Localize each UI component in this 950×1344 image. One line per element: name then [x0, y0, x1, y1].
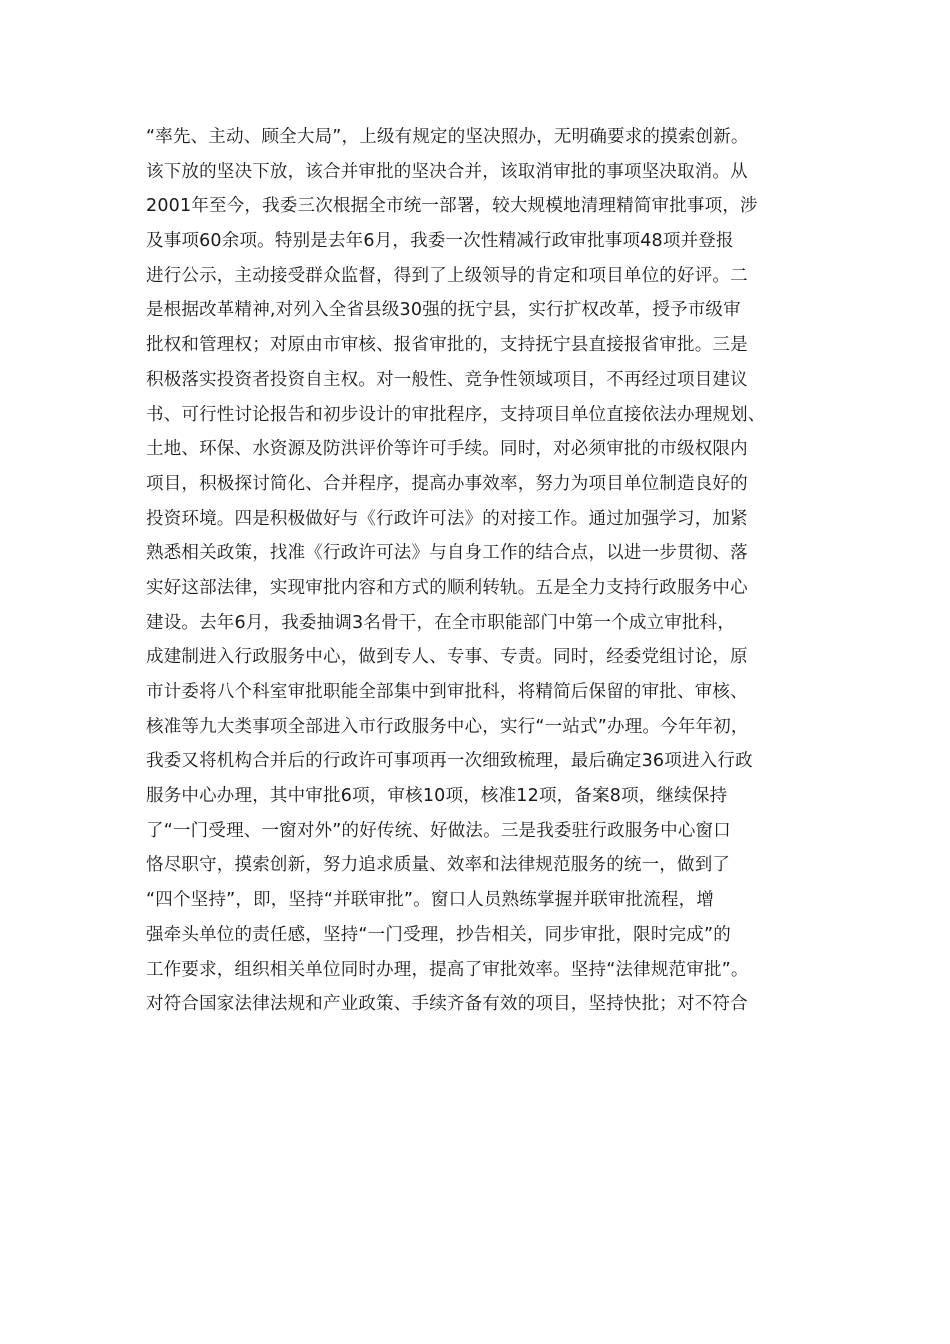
text-line: 了“一门受理、一窗对外”的好传统、好做法。三是我委驻行政服务中心窗口: [146, 820, 731, 841]
text-line: 进行公示，主动接受群众监督，得到了上级领导的肯定和项目单位的好评。二: [146, 265, 748, 286]
text-line: “率先、主动、顾全大局”，上级有规定的坚决照办，无明确要求的摸索创新。: [146, 127, 749, 147]
text-line: 核准等九大类事项全部进入市行政服务中心，实行“一站式”办理。今年年初，: [146, 716, 749, 737]
text-line: 熟悉相关政策，找准《行政许可法》与自身工作的结合点，以进一步贯彻、落: [146, 543, 748, 564]
text-line: 实好这部法律，实现审批内容和方式的顺利转轨。五是全力支持行政服务中心: [146, 577, 748, 598]
text-line: 批权和管理权；对原由市审核、报省审批的，支持抚宁县直接报省审批。三是: [146, 335, 748, 356]
text-line: 积极落实投资者投资自主权。对一般性、竞争性领域项目，不再经过项目建议: [146, 369, 748, 390]
body-text: [146, 120, 826, 1022]
text-line: 工作要求，组织相关单位同时办理，提高了审批效率。坚持“法律规范审批”。: [146, 959, 749, 980]
text-line: 服务中心办理，其中审批6项，审核10项，核准12项，备案8项，继续保持: [146, 786, 728, 807]
text-line: 2001年至今，我委三次根据全市统一部署，较大规模地清理精简审批事项，涉: [146, 196, 758, 217]
text-line: 强牵头单位的责任感，坚持“一门受理，抄告相关，同步审批，限时完成”的: [146, 924, 731, 945]
text-line: 市计委将八个科室审批职能全部集中到审批科，将精简后保留的审批、审核、: [146, 682, 748, 702]
text-line: 对符合国家法律法规和产业政策、手续齐备有效的项目，坚持快批；对不符合: [146, 994, 748, 1015]
text-line: 我委又将机构合并后的行政许可事项再一次细致梳理，最后确定36项进入行政: [146, 751, 753, 772]
text-line: 是根据改革精神,对列入全省县级30强的抚宁县，实行扩权改革，授予市级审: [146, 300, 741, 321]
text-line: 项目，积极探讨简化、合并程序，提高办事效率，努力为项目单位制造良好的: [146, 473, 748, 494]
text-line: “四个坚持”，即，坚持“并联审批”。窗口人员熟练掌握并联审批流程，增: [146, 890, 715, 911]
text-line: 书、可行性讨论报告和初步设计的审批程序，支持项目单位直接依法办理规划、: [146, 404, 766, 425]
text-line: 土地、环保、水资源及防洪评价等许可手续。同时，对必须审批的市级权限内: [146, 439, 748, 460]
text-line: 建设。去年6月，我委抽调3名骨干，在全市职能部门中第一个成立审批科，: [146, 612, 736, 633]
text-line: 成建制进入行政服务中心，做到专人、专事、专责。同时，经委党组讨论，原: [146, 647, 748, 668]
text-line: 投资环境。四是积极做好与《行政许可法》的对接工作。通过加强学习，加紧: [146, 508, 748, 529]
text-line: 该下放的坚决下放，该合并审批的坚决合并，该取消审批的事项坚决取消。从: [146, 161, 748, 182]
text-line: 及事项60余项。特别是去年6月，我委一次性精减行政审批事项48项并登报: [146, 231, 734, 252]
text-line: 恪尽职守，摸索创新，努力追求质量、效率和法律规范服务的统一，做到了: [146, 855, 731, 876]
